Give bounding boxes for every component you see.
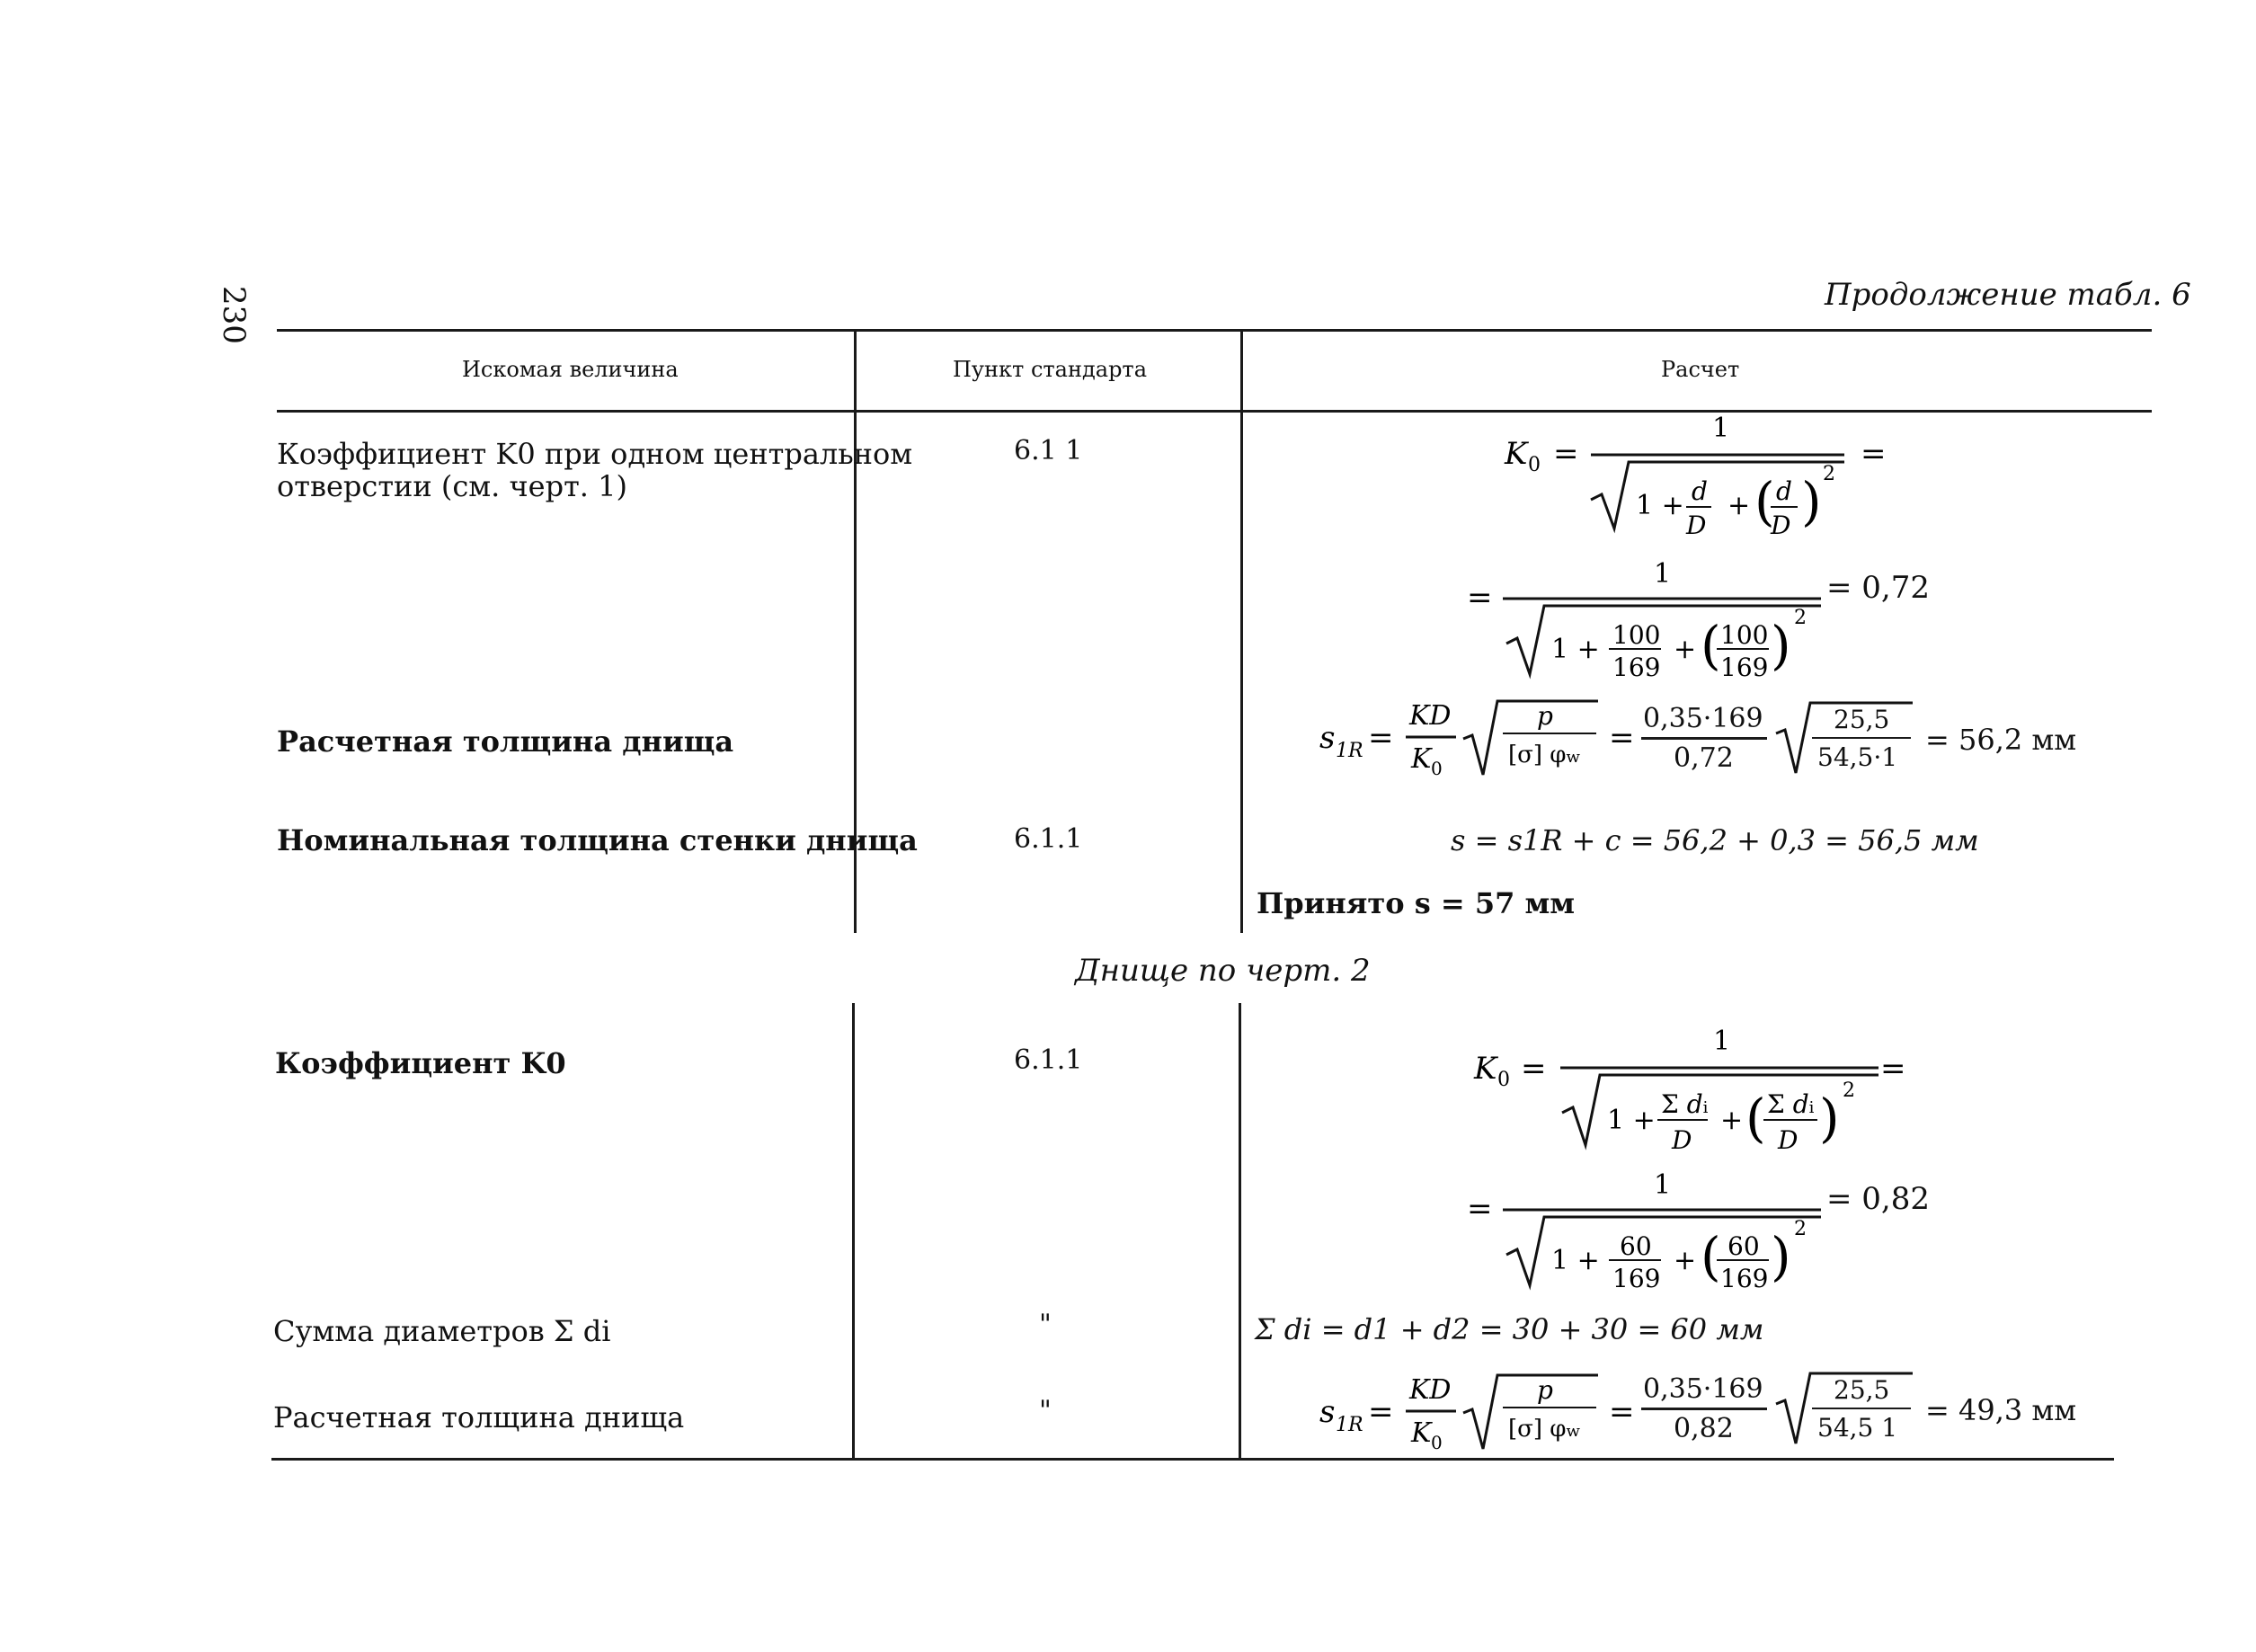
k0-numeric-d: 100 <box>1612 620 1661 650</box>
svg-text:2: 2 <box>1843 1079 1855 1102</box>
s1r-frac-bar-1 <box>1641 737 1767 740</box>
svg-text:[σ] φw: [σ] φw <box>1508 742 1580 768</box>
row-nominal-calc: s = s1R + c = 56,2 + 0,3 = 56,5 мм <box>1451 823 1979 857</box>
table-caption: Продолжение табл. 6 <box>1825 277 2191 313</box>
column-rule-2 <box>1240 329 1243 933</box>
s1r-root-den-2: 54,5 1 <box>1817 1413 1898 1443</box>
svg-text:(: ( <box>1745 1088 1766 1149</box>
row-sum-calc: Σ di = d1 + d2 = 30 + 30 = 60 мм <box>1255 1312 1764 1346</box>
svg-text:=: = <box>1368 720 1394 756</box>
svg-text:[σ] φw: [σ] φw <box>1508 1416 1580 1443</box>
row-nominal-clause: 6.1.1 <box>1014 823 1083 855</box>
svg-text:+: + <box>1674 634 1697 665</box>
k0-holes-d: 60 <box>1620 1231 1652 1261</box>
s1r-root-num-1: 25,5 <box>1834 705 1890 734</box>
svg-text:p: p <box>1537 1375 1553 1405</box>
svg-text:=: = <box>1861 436 1887 472</box>
column-rule-2b <box>1239 1003 1241 1460</box>
s1r-root-bar-1 <box>1812 737 1911 739</box>
formula-k0-symbolic <box>1492 412 1905 555</box>
svg-text:+: + <box>1720 1105 1744 1136</box>
svg-text:1 +: 1 + <box>1636 490 1684 521</box>
svg-text:K: K <box>1411 743 1432 775</box>
row-k0-clause: 6.1 1 <box>1014 435 1083 466</box>
svg-text:d: d <box>1692 476 1708 506</box>
svg-text:=: = <box>1368 1394 1394 1430</box>
svg-text:(: ( <box>1701 1226 1721 1287</box>
svg-text:=: = <box>1467 1191 1493 1227</box>
s1r-root-bar-2 <box>1812 1408 1911 1409</box>
svg-text:1: 1 <box>1654 558 1672 590</box>
svg-text:169: 169 <box>1720 1264 1769 1293</box>
svg-text:): ) <box>1801 471 1822 532</box>
svg-text:KD: KD <box>1409 1374 1452 1406</box>
row-s1r2-label: Расчетная толщина днища <box>273 1400 685 1434</box>
s1r-root-den-1: 54,5·1 <box>1817 742 1898 772</box>
svg-text:Σ di: Σ di <box>1767 1089 1815 1119</box>
svg-text:Σ di: Σ di <box>1661 1089 1709 1119</box>
svg-text:1R: 1R <box>1336 1414 1363 1436</box>
svg-text:K: K <box>1411 1417 1432 1449</box>
row-k0b-label: Коэффициент K0 <box>275 1046 566 1080</box>
svg-text:=: = <box>1553 436 1579 472</box>
svg-text:1 +: 1 + <box>1607 1105 1656 1136</box>
svg-text:1: 1 <box>1713 1026 1731 1057</box>
svg-text:D: D <box>1672 1125 1692 1155</box>
svg-text:=: = <box>1609 720 1635 756</box>
k0-numeric-D: 169 <box>1612 653 1661 682</box>
svg-text:1R: 1R <box>1336 740 1363 762</box>
row-sum-clause: " <box>1039 1309 1052 1340</box>
s1r-num-2: 0,35·169 <box>1643 1373 1763 1405</box>
svg-text:s: s <box>1319 1394 1336 1430</box>
svg-text:1 +: 1 + <box>1551 1245 1600 1276</box>
s1r-den-1: 0,72 <box>1674 742 1734 774</box>
svg-text:0: 0 <box>1431 1432 1443 1453</box>
row-sum-label: Сумма диаметров Σ di <box>273 1314 611 1348</box>
svg-text:D: D <box>1771 511 1791 540</box>
header-quantity: Искомая величина <box>462 357 679 382</box>
header-calc: Расчет <box>1661 357 1740 382</box>
s1r-frac-bar-2 <box>1641 1408 1767 1410</box>
header-clause: Пункт стандарта <box>953 357 1148 382</box>
svg-text:2: 2 <box>1794 1218 1807 1240</box>
svg-text:100: 100 <box>1720 620 1769 650</box>
k0-holes-D: 169 <box>1612 1264 1661 1293</box>
row-s1r2-clause: " <box>1039 1395 1052 1426</box>
section-title: Днище по черт. 2 <box>1075 953 1371 989</box>
formula-k0-holes-symbolic <box>1465 1023 1932 1167</box>
svg-text:s: s <box>1319 720 1336 756</box>
svg-text:(: ( <box>1701 615 1721 676</box>
svg-text:d: d <box>1776 476 1792 506</box>
svg-text:): ) <box>1819 1088 1840 1149</box>
svg-text:60: 60 <box>1728 1231 1760 1261</box>
row-nominal-accepted: Принято s = 57 мм <box>1257 886 1576 920</box>
svg-text:): ) <box>1771 615 1791 676</box>
svg-text:=: = <box>1609 1394 1635 1430</box>
svg-text:(: ( <box>1754 471 1775 532</box>
svg-text:0: 0 <box>1431 758 1443 779</box>
s1r-result-2: = 49,3 мм <box>1925 1393 2077 1427</box>
svg-text:2: 2 <box>1794 607 1807 629</box>
svg-text:D: D <box>1686 511 1707 540</box>
page-number: 230 <box>216 286 252 344</box>
k0-result-2: = 0,82 <box>1826 1181 1930 1217</box>
svg-text:1: 1 <box>1654 1169 1672 1201</box>
svg-text:169: 169 <box>1720 653 1769 682</box>
s1r-num-1: 0,35·169 <box>1643 703 1763 734</box>
svg-text:K: K <box>1505 436 1528 472</box>
svg-text:p: p <box>1537 701 1553 731</box>
svg-text:0: 0 <box>1497 1069 1510 1091</box>
table-top-rule <box>277 329 2152 332</box>
row-nominal-label: Номинальная толщина стенки днища <box>277 823 918 857</box>
svg-text:=: = <box>1467 580 1493 616</box>
svg-text:K: K <box>1474 1051 1497 1087</box>
svg-text:+: + <box>1674 1245 1697 1276</box>
svg-text:): ) <box>1771 1226 1791 1287</box>
svg-text:=: = <box>1521 1051 1547 1087</box>
svg-text:KD: KD <box>1409 700 1452 732</box>
svg-text:=: = <box>1880 1051 1906 1087</box>
row-k0-label-line2: отверстии (см. черт. 1) <box>277 469 627 503</box>
s1r-root-num-2: 25,5 <box>1834 1375 1890 1405</box>
svg-text:D: D <box>1778 1125 1799 1155</box>
svg-text:1: 1 <box>1712 413 1730 444</box>
k0-result-1: = 0,72 <box>1826 570 1930 606</box>
s1r-result-1: = 56,2 мм <box>1925 723 2077 757</box>
svg-text:2: 2 <box>1823 463 1835 485</box>
s1r-den-2: 0,82 <box>1674 1413 1734 1444</box>
row-k0b-clause: 6.1.1 <box>1014 1044 1083 1076</box>
svg-text:0: 0 <box>1528 454 1541 476</box>
column-rule-1b <box>852 1003 855 1460</box>
row-k0-label-line1: Коэффициент K0 при одном центральном <box>277 437 913 471</box>
svg-text:+: + <box>1728 490 1751 521</box>
svg-text:1 +: 1 + <box>1551 634 1600 665</box>
row-s1r-label: Расчетная толщина днища <box>277 724 734 759</box>
